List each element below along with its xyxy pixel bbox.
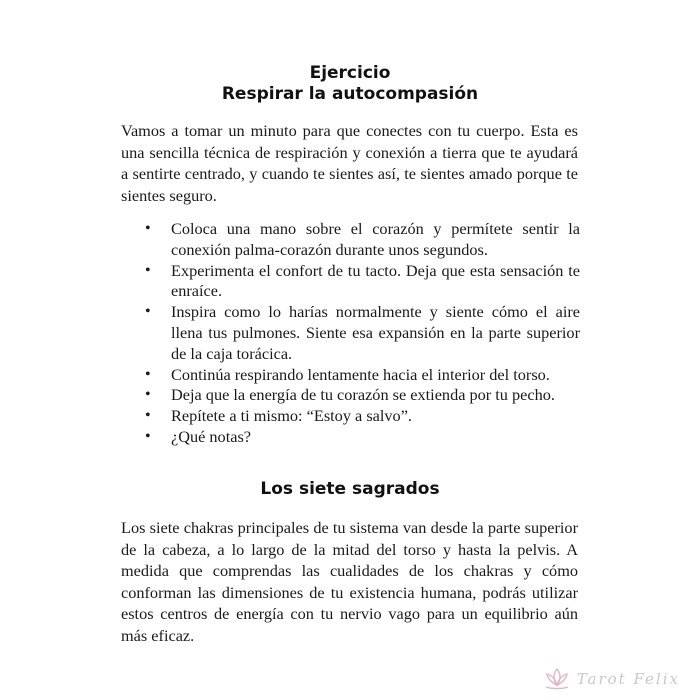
watermark <box>543 666 680 692</box>
bullet-icon: • <box>145 365 151 383</box>
step-text: Coloca una mano sobre el corazón y permítete sentir la conexión palma-corazón durante unos segundos. <box>171 219 580 259</box>
step-text: Deja que la energía de tu corazón se extienda por tu pecho. <box>171 385 555 405</box>
exercise-title: Respirar la autocompasión <box>221 84 479 104</box>
exercise-label: Ejercicio <box>309 63 391 83</box>
list-item <box>145 365 580 386</box>
bullet-icon: • <box>145 261 151 279</box>
list-item <box>145 302 580 364</box>
bullet-icon: • <box>145 407 151 425</box>
bullet-icon: • <box>145 220 151 237</box>
bullet-icon: • <box>145 427 151 445</box>
list-item <box>145 406 580 427</box>
list-item <box>145 261 580 303</box>
section-title: Los siete sagrados <box>260 479 440 499</box>
list-item <box>145 427 580 448</box>
section-body: Los siete chakras principales de tu sistema van desde la parte superior de la cabeza, a lo largo de la mitad del torso y hasta la pelvis. A medida que comprendas las cualidades de los chakras y cómo conforman las dimensiones de tu existencia humana, podrás utilizar estos centros de energía con tu nervio vago para un equilibrio aún más eficaz. <box>121 518 578 645</box>
step-text: ¿Qué notas? <box>171 426 252 446</box>
step-text: Continúa respirando lentamente hacia el interior del torso. <box>171 364 550 384</box>
bullet-icon: • <box>145 303 151 321</box>
step-text: Inspira como lo harías normalmente y siente cómo el aire llena tus pulmones. Siente esa expansión en la parte superior de la caja torácica. <box>171 302 580 363</box>
list-item <box>145 385 580 406</box>
exercise-steps-list <box>145 219 580 448</box>
exercise-intro: Vamos a tomar un minuto para que conectes con tu cuerpo. Esta es una sencilla técnica de respiración y conexión a tierra que te ayudará a sentirte centrado, y cuando te sientes así, te sientes amado porque te sientes seguro. <box>121 121 578 205</box>
lotus-icon <box>543 666 571 692</box>
step-text: Repítete a ti mismo: “Estoy a salvo”. <box>171 406 412 426</box>
list-item <box>145 219 580 261</box>
watermark-text: Tarot Felix <box>576 670 680 688</box>
bullet-icon: • <box>145 386 151 404</box>
step-text: Experimenta el confort de tu tacto. Deja que esta sensación te enraíce. <box>171 260 580 301</box>
